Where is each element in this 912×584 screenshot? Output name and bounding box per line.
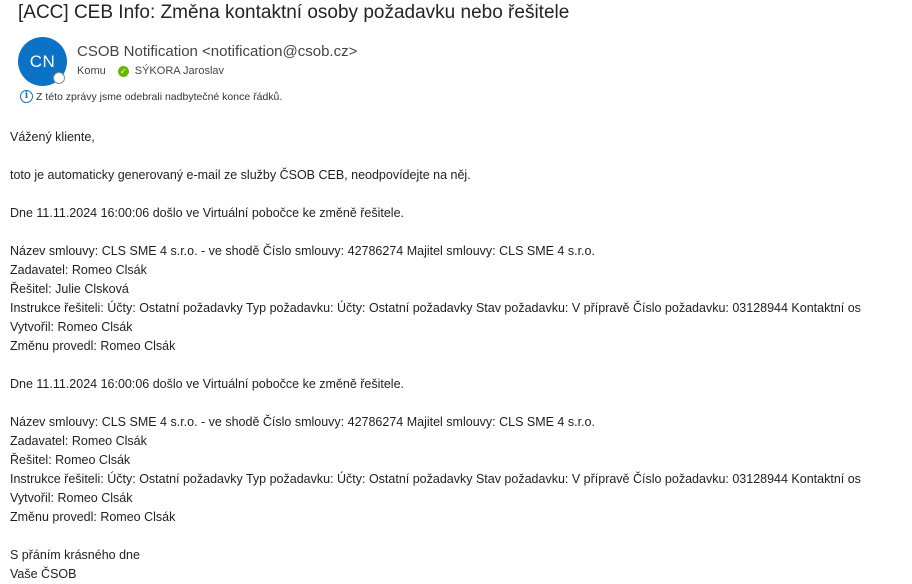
contract-text: Název smlouvy: CLS SME 4 s.r.o. - ve shodě Číslo smlouvy: 42786274 Majitel smlouvy: CLS SME 4 s.r.o. (10, 244, 595, 258)
intro-text: toto je automaticky generovaný e-mail ze služby ČSOB CEB, neodpovídejte na něj. (10, 168, 471, 182)
info-notice (20, 90, 282, 103)
event-block (10, 204, 912, 356)
presence-status-icon (53, 72, 65, 84)
event-block (10, 375, 912, 527)
signature-text: Vaše ČSOB (10, 567, 77, 581)
closing-text: S přáním krásného dne (10, 548, 140, 562)
greeting: Vážený kliente, (10, 130, 95, 144)
instructions-text: Instrukce řešiteli: Účty: Ostatní požadavky Typ požadavku: Účty: Ostatní požadavky Stav požadavku: V přípravě Číslo požadavku: 03128944 Kontaktní os (10, 472, 861, 486)
recipient-name[interactable]: SÝKORA Jaroslav (134, 65, 225, 77)
instructions-text: Instrukce řešiteli: Účty: Ostatní požadavky Typ požadavku: Účty: Ostatní požadavky Stav požadavku: V přípravě Číslo požadavku: 03128944 Kontaktní os (10, 301, 861, 315)
event-text: Dne 11.11.2024 16:00:06 došlo ve Virtuální pobočce ke změně řešitele. (10, 377, 405, 391)
submitter-text: Zadavatel: Romeo Clsák (10, 434, 147, 448)
info-icon: i (20, 90, 33, 103)
recipients-row (77, 65, 224, 77)
submitter-text: Zadavatel: Romeo Clsák (10, 263, 147, 277)
changed-by-text: Změnu provedl: Romeo Clsák (10, 339, 176, 353)
changed-by-text: Změnu provedl: Romeo Clsák (10, 510, 176, 524)
avatar-initials: CN (29, 51, 56, 71)
email-body (10, 128, 912, 584)
to-label: Komu (77, 65, 106, 77)
contract-text: Název smlouvy: CLS SME 4 s.r.o. - ve shodě Číslo smlouvy: 42786274 Majitel smlouvy: CLS SME 4 s.r.o. (10, 415, 595, 429)
created-by-text: Vytvořil: Romeo Clsák (10, 491, 133, 505)
info-notice-text: Z této zprávy jsme odebrali nadbytečné konce řádků. (36, 90, 283, 103)
sender-name[interactable]: CSOB Notification <notification@csob.cz> (77, 43, 358, 60)
check-icon: ✓ (118, 66, 129, 77)
created-by-text: Vytvořil: Romeo Clsák (10, 320, 133, 334)
solver-text: Řešitel: Julie Clsková (10, 282, 129, 296)
email-subject: [ACC] CEB Info: Změna kontaktní osoby požadavku nebo řešitele (18, 2, 570, 23)
event-text: Dne 11.11.2024 16:00:06 došlo ve Virtuální pobočce ke změně řešitele. (10, 206, 405, 220)
solver-text: Řešitel: Romeo Clsák (10, 453, 131, 467)
